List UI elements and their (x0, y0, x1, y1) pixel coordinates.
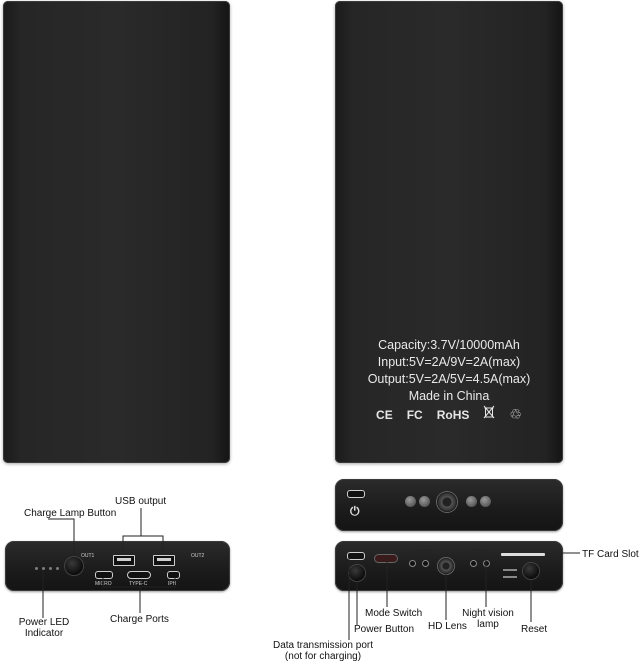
decor-line-1 (503, 569, 517, 571)
hd-lens-icon (438, 558, 454, 574)
camera-lens-icon (437, 492, 457, 512)
spec-capacity: Capacity:3.7V/10000mAh (378, 338, 520, 352)
night-vision-led-3 (466, 496, 477, 507)
hd-lens-label: HD Lens (428, 621, 467, 632)
tf-card-slot[interactable] (501, 553, 545, 556)
weee-bin-icon (483, 405, 495, 424)
decor-line-2 (503, 576, 517, 578)
power-led-4 (56, 567, 59, 570)
data-port-label-line2: (not for charging) (284, 651, 362, 662)
night-vision-label-line1: Night vision (462, 608, 514, 619)
night-vision-lamp-4 (484, 561, 489, 566)
recycle-icon: ♲ (509, 406, 522, 422)
spec-input: Input:5V=2A/9V=2A(max) (377, 355, 521, 369)
mode-switch-label: Mode Switch (365, 608, 423, 619)
power-bank-back (335, 1, 563, 463)
charge-lamp-button[interactable] (65, 557, 83, 575)
usb-output-port-1[interactable] (113, 555, 135, 566)
night-vision-led-4 (480, 496, 491, 507)
spec-output: Output:5V=2A/5V=4.5A(max) (367, 372, 531, 386)
power-button-label: Power Button (354, 624, 415, 635)
power-led-3 (49, 567, 52, 570)
iph-marking: IPH (168, 581, 177, 587)
data-port-label-line1: Data transmission port (272, 640, 374, 651)
night-vision-label (460, 608, 516, 630)
micro-usb-port[interactable] (95, 571, 113, 579)
power-bank-front (3, 1, 230, 463)
power-led-label-line1: Power LED (18, 617, 70, 628)
night-vision-lamp-3 (471, 561, 476, 566)
reset-button[interactable] (523, 563, 539, 579)
power-bank-side-ports (5, 541, 230, 591)
micro-marking: MICRO (95, 581, 112, 587)
night-vision-lamp-1 (410, 561, 415, 566)
night-vision-led-2 (419, 496, 430, 507)
power-button[interactable] (349, 565, 365, 581)
power-led-label (17, 617, 71, 639)
camera-control-side-view (335, 541, 563, 591)
charge-lamp-button-label: Charge Lamp Button (24, 508, 117, 519)
ce-mark: CE (376, 407, 393, 422)
data-port-top[interactable] (347, 490, 365, 498)
usb-output-label: USB output (115, 496, 167, 507)
data-transmission-port[interactable] (347, 552, 365, 560)
usb-output-port-2[interactable] (153, 555, 175, 566)
reset-label: Reset (521, 624, 548, 635)
spec-origin: Made in China (408, 389, 490, 403)
type-c-port[interactable] (127, 571, 151, 579)
night-vision-label-line2: lamp (477, 619, 499, 630)
night-vision-led-1 (405, 496, 416, 507)
out2-marking: OUT2 (191, 553, 205, 559)
night-vision-lamp-2 (423, 561, 428, 566)
lightning-port[interactable] (167, 571, 180, 579)
data-port-label (264, 640, 382, 662)
power-icon[interactable]: ⏻ (350, 504, 360, 518)
power-led-label-line2: Indicator (24, 628, 64, 639)
certification-row (335, 405, 563, 424)
typec-marking: TYPE-C (129, 581, 148, 587)
fcc-mark: FC (406, 407, 423, 422)
rohs-mark: RoHS (436, 407, 470, 422)
power-led-1 (35, 567, 38, 570)
charge-ports-label: Charge Ports (110, 614, 169, 625)
camera-side-view (335, 479, 563, 531)
power-led-2 (42, 567, 45, 570)
tf-card-slot-label: TF Card Slot (582, 549, 639, 560)
mode-switch[interactable] (375, 555, 397, 562)
out1-marking: OUT1 (81, 553, 95, 559)
